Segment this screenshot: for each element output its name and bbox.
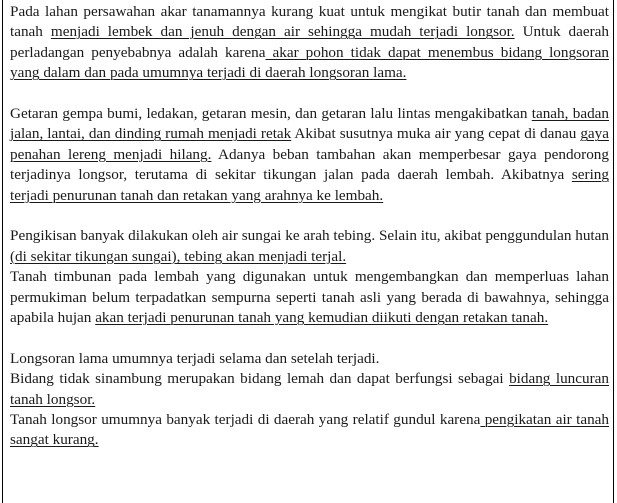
body-text: Pengikisan banyak dilakukan oleh air sungai ke arah tebing. Selain itu, akibat penggundulan hutan — [10, 227, 609, 245]
underlined-text: bidang luncuran tanah longsor. — [10, 370, 609, 408]
underlined-text: sering terjadi penurunan tanah dan retakan yang arahnya ke lembah. — [10, 166, 609, 204]
underlined-text: akar pohon tidak dapat menembus bidang longsoran yang dalam dan pada umumnya terjadi di daerah longsoran lama. — [10, 43, 609, 82]
paragraph-spacer — [10, 206, 609, 226]
body-text: Longsoran lama umumnya terjadi selama dan setelah terjadi. — [10, 349, 380, 367]
paragraph — [10, 369, 609, 410]
paragraph — [10, 226, 609, 267]
paragraph — [10, 267, 609, 328]
underlined-text: menjadi lembek dan jenuh dengan air sehingga mudah terjadi longsor. — [50, 23, 515, 41]
underlined-text: tanah, badan jalan, lantai, dan dinding rumah menjadi retak — [10, 105, 610, 143]
body-text: Pada lahan persawahan akar tanamannya kurang kuat untuk mengikat butir tanah dan membuat tanah — [10, 3, 609, 41]
underlined-text: gaya penahan lereng menjadi hilang. — [10, 125, 609, 163]
underlined-text: pengikatan air tanah sangat kurang. — [10, 411, 609, 449]
body-text: Tanah timbunan pada lembah yang digunakan untuk mengembangkan dan memperluas lahan permukiman belum terpadatkan sempurna seperti tanah asli yang berada di bawahnya, sehingga apabila hujan — [10, 268, 609, 327]
underlined-text: (di sekitar tikungan sungai), tebing akan menjadi terjal. — [10, 247, 347, 265]
underlined-text: akan terjadi penurunan tanah yang kemudian diikuti dengan retakan tanah. — [95, 309, 549, 327]
body-text: Akibat susutnya muka air yang cepat di danau — [291, 125, 581, 143]
paragraph-spacer — [10, 84, 609, 104]
document-page — [2, 0, 614, 503]
body-text: Untuk daerah perladangan penyebabnya adalah karena — [10, 23, 610, 61]
paragraph — [10, 410, 609, 451]
paragraph — [10, 349, 609, 369]
body-text: Bidang tidak sinambung merupakan bidang lemah dan dapat berfungsi sebagai — [10, 370, 510, 388]
body-text: Adanya beban tambahan akan memperbesar gaya pendorong terjadinya longsor, terutama di sekitar tikungan jalan pada daerah lembah. Akibatnya — [10, 145, 609, 184]
document-body — [10, 2, 609, 451]
paragraph-spacer — [10, 328, 609, 348]
body-text: Tanah longsor umumnya banyak terjadi di daerah yang relatif gundul karena — [10, 411, 481, 429]
paragraph — [10, 104, 609, 206]
paragraph — [10, 2, 609, 84]
body-text: Getaran gempa bumi, ledakan, getaran mesin, dan getaran lalu lintas mengakibatkan — [10, 105, 532, 123]
